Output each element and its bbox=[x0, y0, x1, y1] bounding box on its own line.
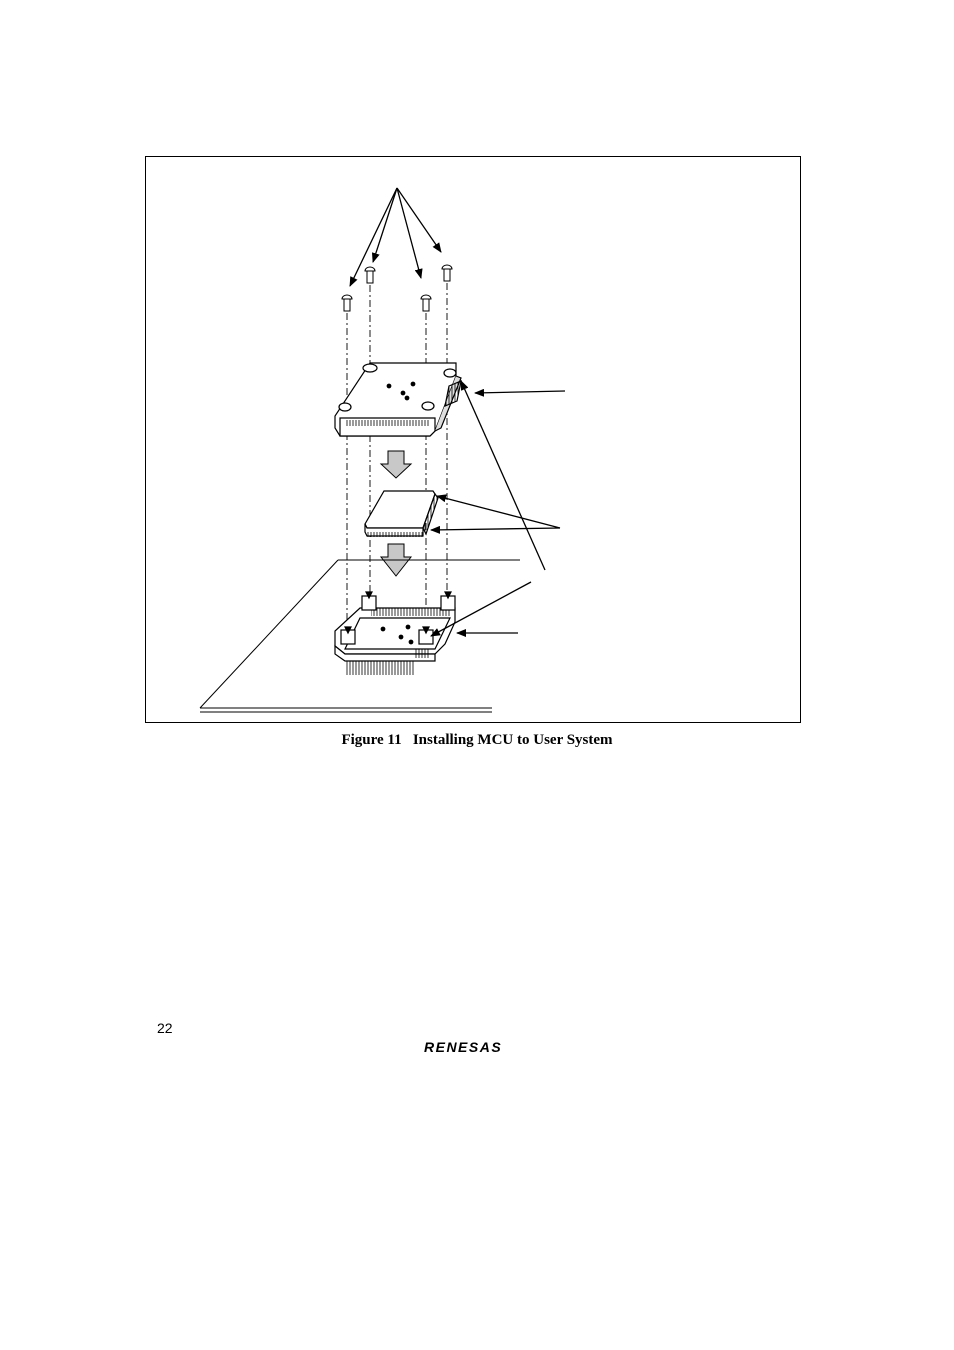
svg-text:RENESAS: RENESAS bbox=[424, 1039, 503, 1055]
page-number: 22 bbox=[157, 1020, 173, 1036]
screw-icon bbox=[442, 265, 452, 281]
screw-icon bbox=[365, 267, 375, 283]
mcu-chip bbox=[365, 491, 438, 537]
renesas-logo bbox=[424, 1036, 524, 1056]
figure-caption: Figure 11 Installing MCU to User System bbox=[341, 732, 613, 748]
screw-pointer-lines bbox=[350, 188, 441, 286]
installation-diagram bbox=[145, 156, 801, 723]
down-arrow-icon bbox=[381, 451, 411, 478]
top-board bbox=[335, 363, 461, 436]
screw-icon bbox=[342, 295, 352, 311]
screw-icon bbox=[421, 295, 431, 311]
bottom-socket bbox=[335, 592, 455, 675]
screws bbox=[342, 265, 452, 311]
